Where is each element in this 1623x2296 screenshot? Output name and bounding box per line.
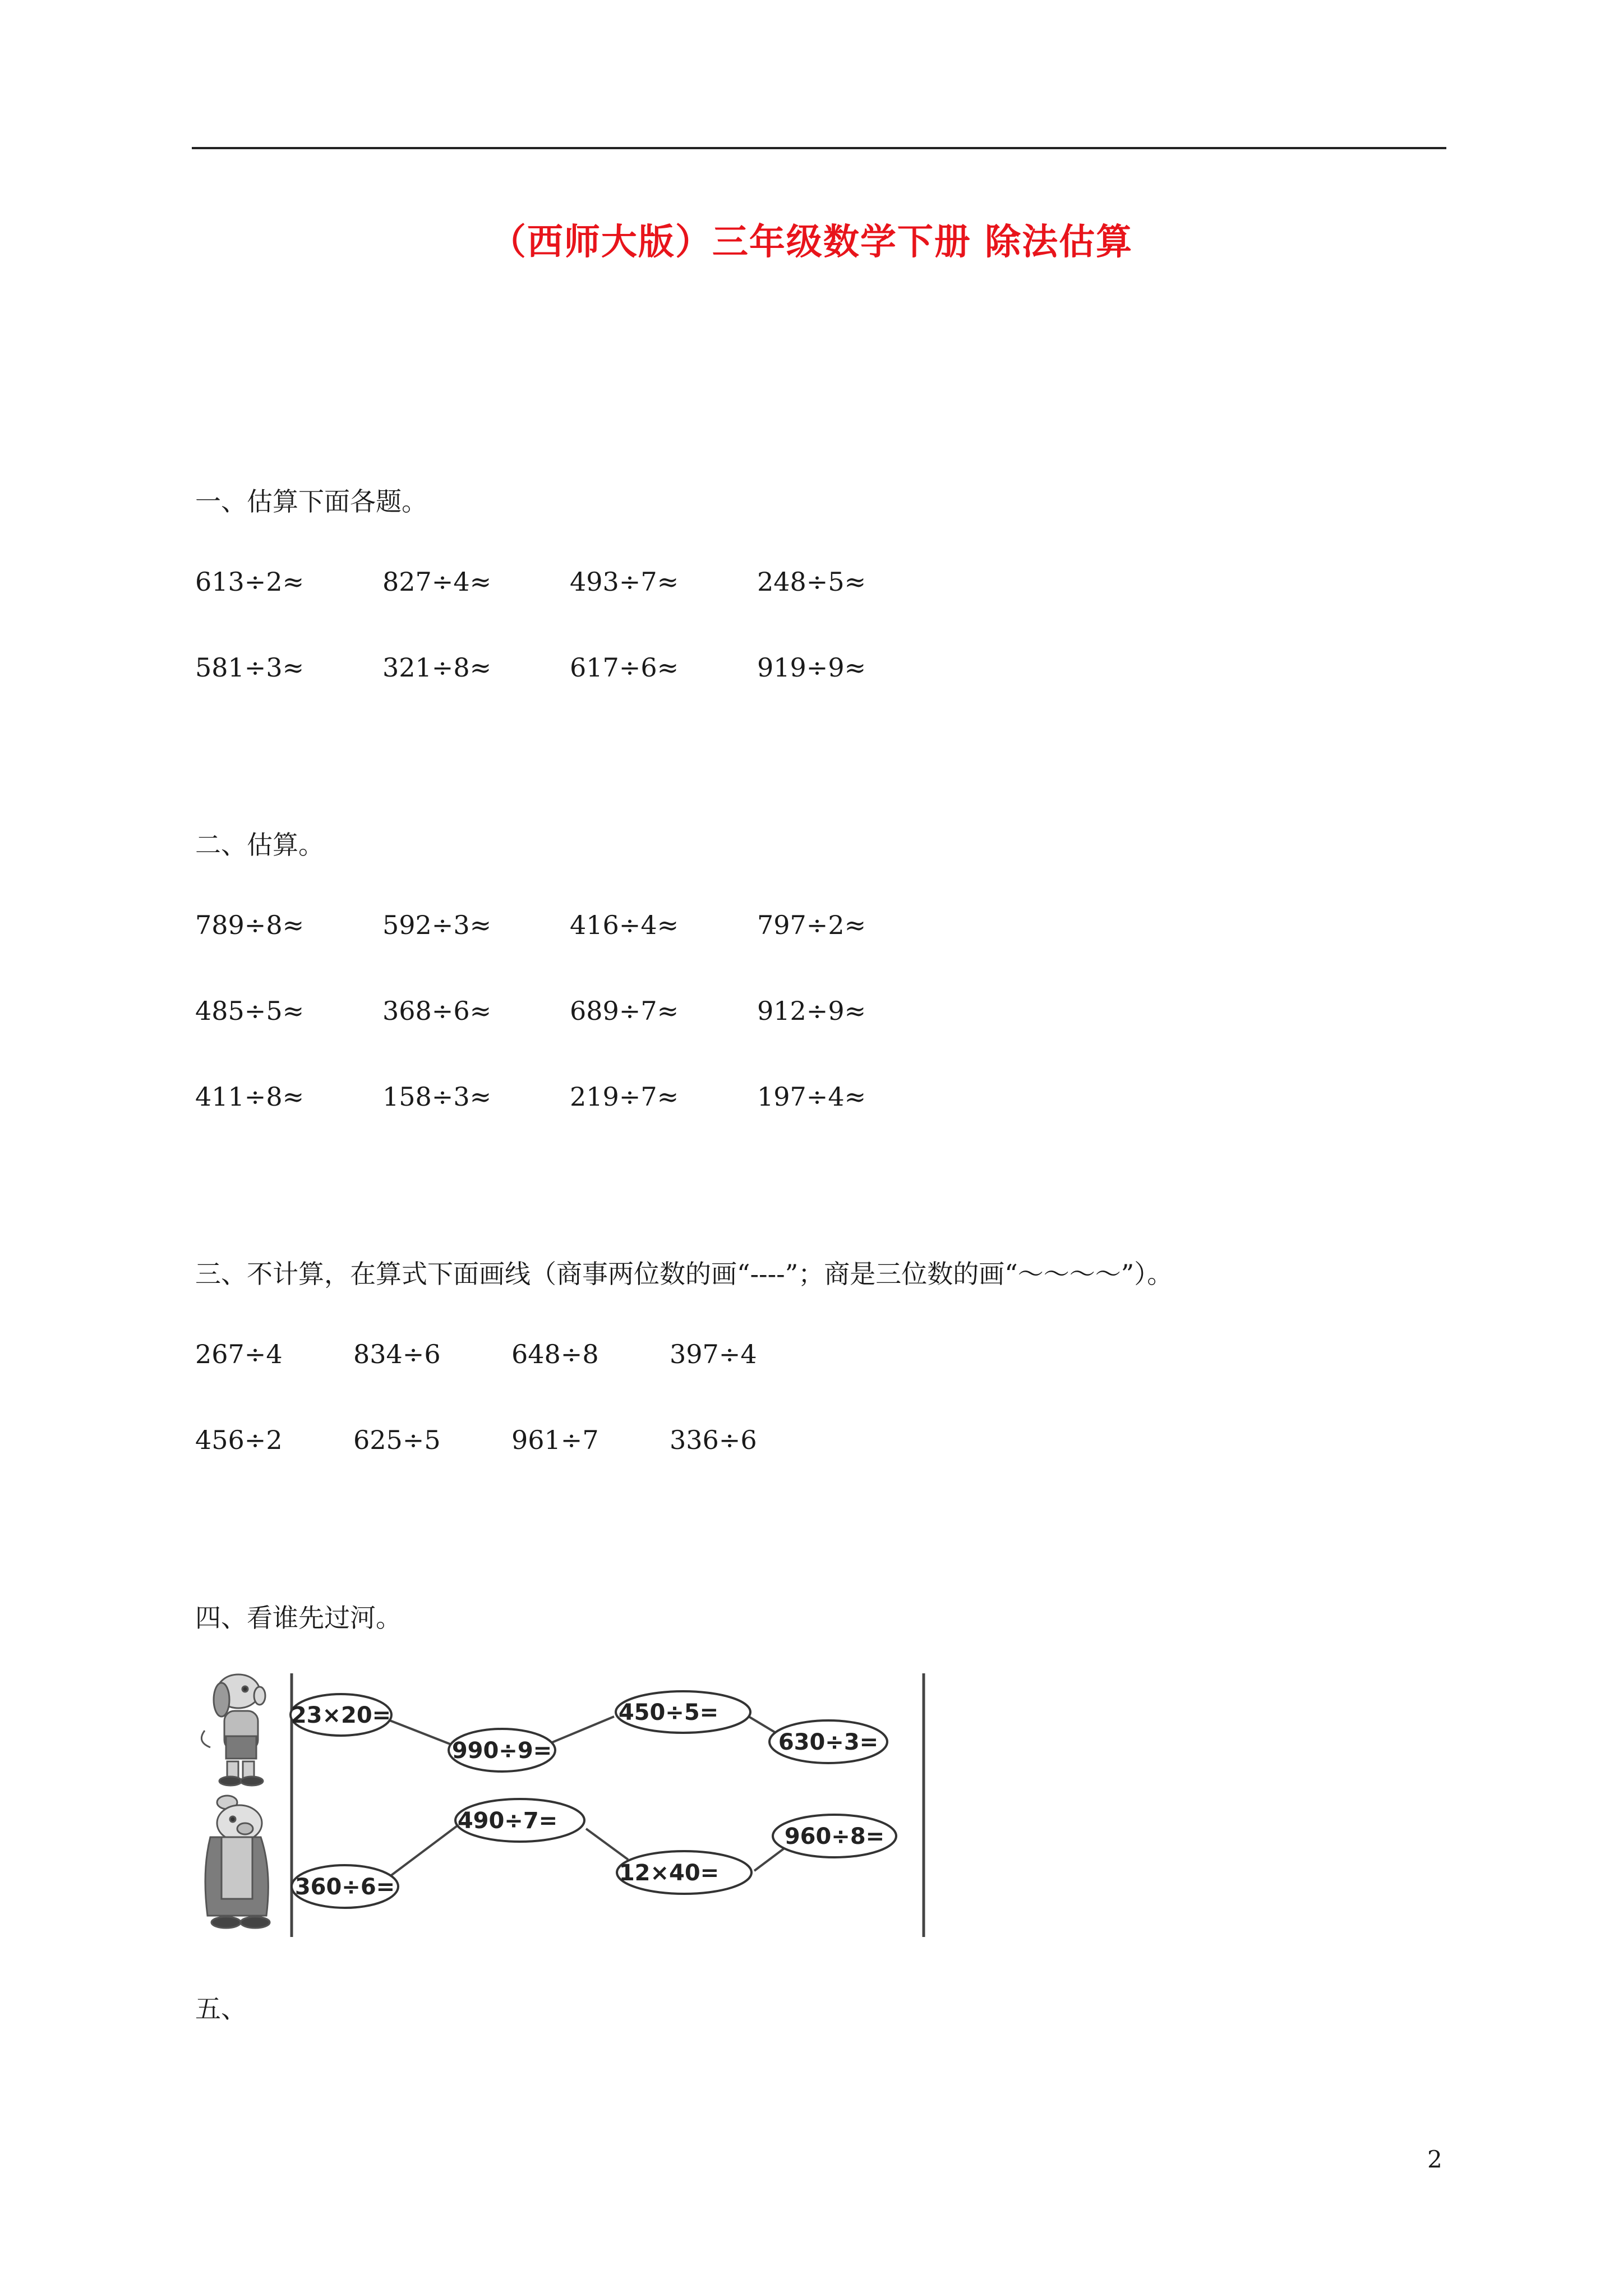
problem-cell: 827÷4≈ — [382, 567, 492, 597]
top-path-stone-3 — [616, 1691, 750, 1733]
page-number: 2 — [1427, 2146, 1442, 2173]
bottom-path-stone-2 — [455, 1799, 584, 1842]
problem-cell: 919÷9≈ — [757, 652, 866, 683]
problem-cell: 368÷6≈ — [382, 996, 492, 1026]
problem-cell: 321÷8≈ — [382, 652, 492, 683]
stone-label: 450÷5= — [618, 1700, 719, 1726]
bottom-path-stone-3 — [617, 1851, 751, 1894]
river-crossing-figure — [193, 1669, 928, 1941]
top-path-stone-4 — [769, 1720, 887, 1763]
section-3-heading: 三、不计算，在算式下面画线（商事两位数的画“----”；商是三位数的画“～～～～”）。 — [195, 1259, 1173, 1289]
problem-cell: 581÷3≈ — [195, 652, 305, 683]
problem-cell: 789÷8≈ — [195, 910, 305, 940]
bottom-path-stone-1 — [292, 1865, 398, 1908]
problem-cell: 416÷4≈ — [570, 910, 679, 940]
page-title: （西师大版）三年级数学下册 除法估算 — [490, 222, 1133, 263]
bottom-path-stone-4 — [773, 1815, 896, 1857]
stone-label: 23×20= — [291, 1703, 391, 1728]
problem-cell: 689÷7≈ — [570, 996, 679, 1026]
header-rule — [192, 147, 1446, 149]
stone-label: 990÷9= — [451, 1738, 552, 1764]
problem-cell: 397÷4 — [670, 1339, 757, 1369]
problem-cell: 912÷9≈ — [757, 996, 866, 1026]
problem-cell: 411÷8≈ — [195, 1082, 305, 1112]
stone-label: 960÷8= — [784, 1824, 885, 1849]
section-2-heading: 二、估算。 — [195, 830, 324, 860]
problem-cell: 485÷5≈ — [195, 996, 305, 1026]
problem-cell: 219÷7≈ — [570, 1082, 679, 1112]
top-path-stone-1 — [291, 1694, 391, 1736]
problem-cell: 648÷8 — [511, 1339, 599, 1369]
problem-cell: 197÷4≈ — [757, 1082, 866, 1112]
top-path-stone-2 — [449, 1729, 555, 1772]
problem-cell: 336÷6 — [670, 1425, 757, 1455]
dog-character-icon — [201, 1674, 265, 1786]
problem-cell: 834÷6 — [353, 1339, 441, 1369]
stone-label: 490÷7= — [457, 1808, 558, 1834]
problem-cell: 493÷7≈ — [570, 567, 679, 597]
problem-cell: 456÷2 — [195, 1425, 283, 1455]
section-1-heading: 一、估算下面各题。 — [195, 486, 427, 517]
problem-cell: 613÷2≈ — [195, 567, 305, 597]
stone-label: 360÷6= — [294, 1874, 395, 1900]
problem-cell: 267÷4 — [195, 1339, 283, 1369]
problem-cell: 797÷2≈ — [757, 910, 866, 940]
section-5-heading: 五、 — [195, 1994, 247, 2024]
problem-cell: 625÷5 — [353, 1425, 441, 1455]
problem-cell: 617÷6≈ — [570, 652, 679, 683]
problem-cell: 961÷7 — [511, 1425, 599, 1455]
pig-character-icon — [205, 1796, 270, 1928]
problem-cell: 248÷5≈ — [757, 567, 866, 597]
problem-cell: 592÷3≈ — [382, 910, 492, 940]
stone-label: 12×40= — [619, 1860, 720, 1886]
problem-cell: 158÷3≈ — [382, 1082, 492, 1112]
section-4-heading: 四、看谁先过河。 — [195, 1603, 402, 1633]
stone-label: 630÷3= — [778, 1729, 879, 1755]
